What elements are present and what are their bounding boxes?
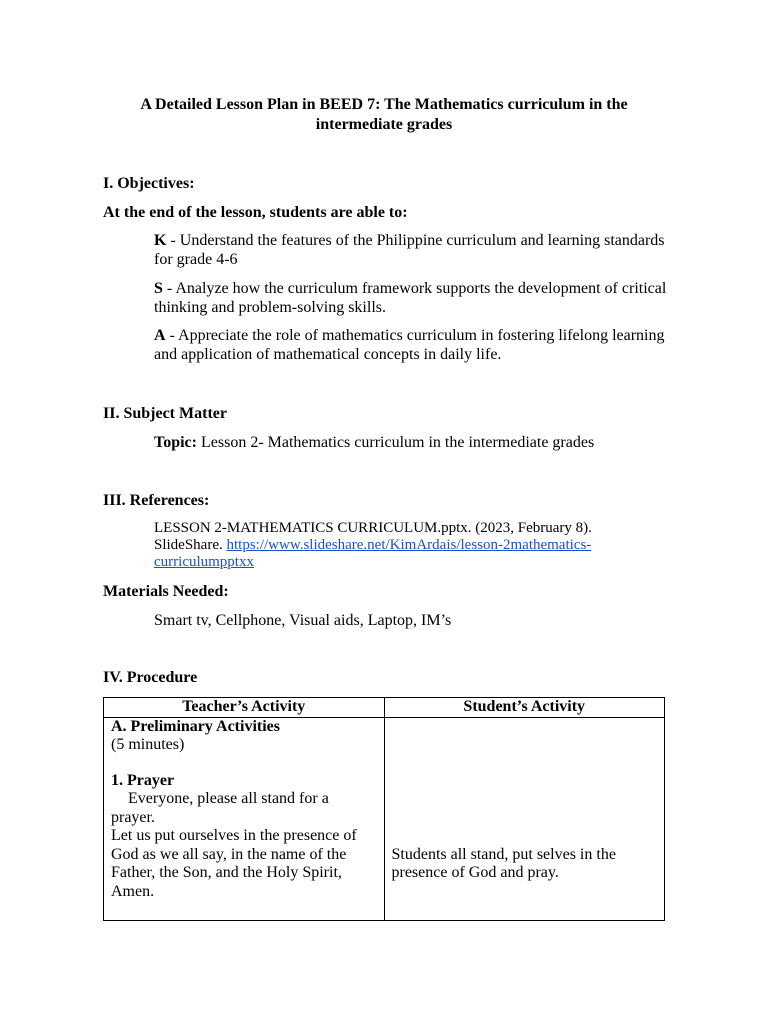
student-activity-cell: [384, 717, 665, 920]
procedure-heading: IV. Procedure: [103, 669, 198, 686]
teacher-activity-cell: [104, 717, 385, 920]
objective-text: - Understand the features of the Philippine curriculum and learning standards for grade 4-6: [154, 232, 665, 268]
reference-citation: LESSON 2-MATHEMATICS CURRICULUM.pptx. (2023, February 8). SlideShare.: [154, 520, 592, 553]
subject-matter-heading: II. Subject Matter: [103, 405, 227, 422]
procedure-table: [103, 697, 665, 921]
table-row: [104, 717, 665, 920]
reference-entry: [154, 520, 634, 571]
teacher-activity-header: Teacher’s Activity: [104, 698, 385, 718]
objective-letter: K: [154, 232, 167, 249]
materials-heading: Materials Needed:: [103, 583, 229, 600]
topic-text: Lesson 2- Mathematics curriculum in the intermediate grades: [196, 434, 595, 451]
objective-letter: S: [154, 280, 163, 297]
objective-knowledge: [154, 231, 669, 269]
topic-line: [154, 433, 669, 452]
preliminary-activities-heading: A. Preliminary Activities: [111, 717, 280, 735]
objective-skill: [154, 279, 669, 317]
topic-label: Topic:: [154, 434, 197, 451]
prayer-heading: 1. Prayer: [111, 771, 175, 789]
objectives-intro: At the end of the lesson, students are able to:: [103, 204, 408, 221]
prayer-instruction: Everyone, please all stand for a prayer.: [111, 790, 329, 826]
student-response: Students all stand, put selves in the presence of God and pray.: [391, 845, 616, 881]
student-activity-header: Student’s Activity: [384, 698, 665, 718]
objective-text: - Analyze how the curriculum framework supports the development of critical thinking and problem-solving skills.: [154, 280, 667, 316]
materials-text: Smart tv, Cellphone, Visual aids, Laptop, IM’s: [154, 612, 452, 629]
objective-letter: A: [154, 327, 166, 344]
document-title: A Detailed Lesson Plan in BEED 7: The Mathematics curriculum in the intermediate grades: [140, 96, 628, 133]
references-heading: III. References:: [103, 492, 210, 509]
duration-text: (5 minutes): [111, 736, 185, 753]
objectives-heading: I. Objectives:: [103, 175, 195, 192]
prayer-text: Let us put ourselves in the presence of God as we all say, in the name of the Father, the Son, and the Holy Spirit, Amen.: [111, 827, 357, 900]
objective-text: - Appreciate the role of mathematics curriculum in fostering lifelong learning and application of mathematical concepts in daily life.: [154, 327, 665, 363]
reference-link[interactable]: https://www.slideshare.net/KimArdais/lesson-2mathematics-curriculumpptxx: [154, 537, 592, 570]
objective-attitude: [154, 326, 669, 364]
table-header-row: [104, 698, 665, 718]
